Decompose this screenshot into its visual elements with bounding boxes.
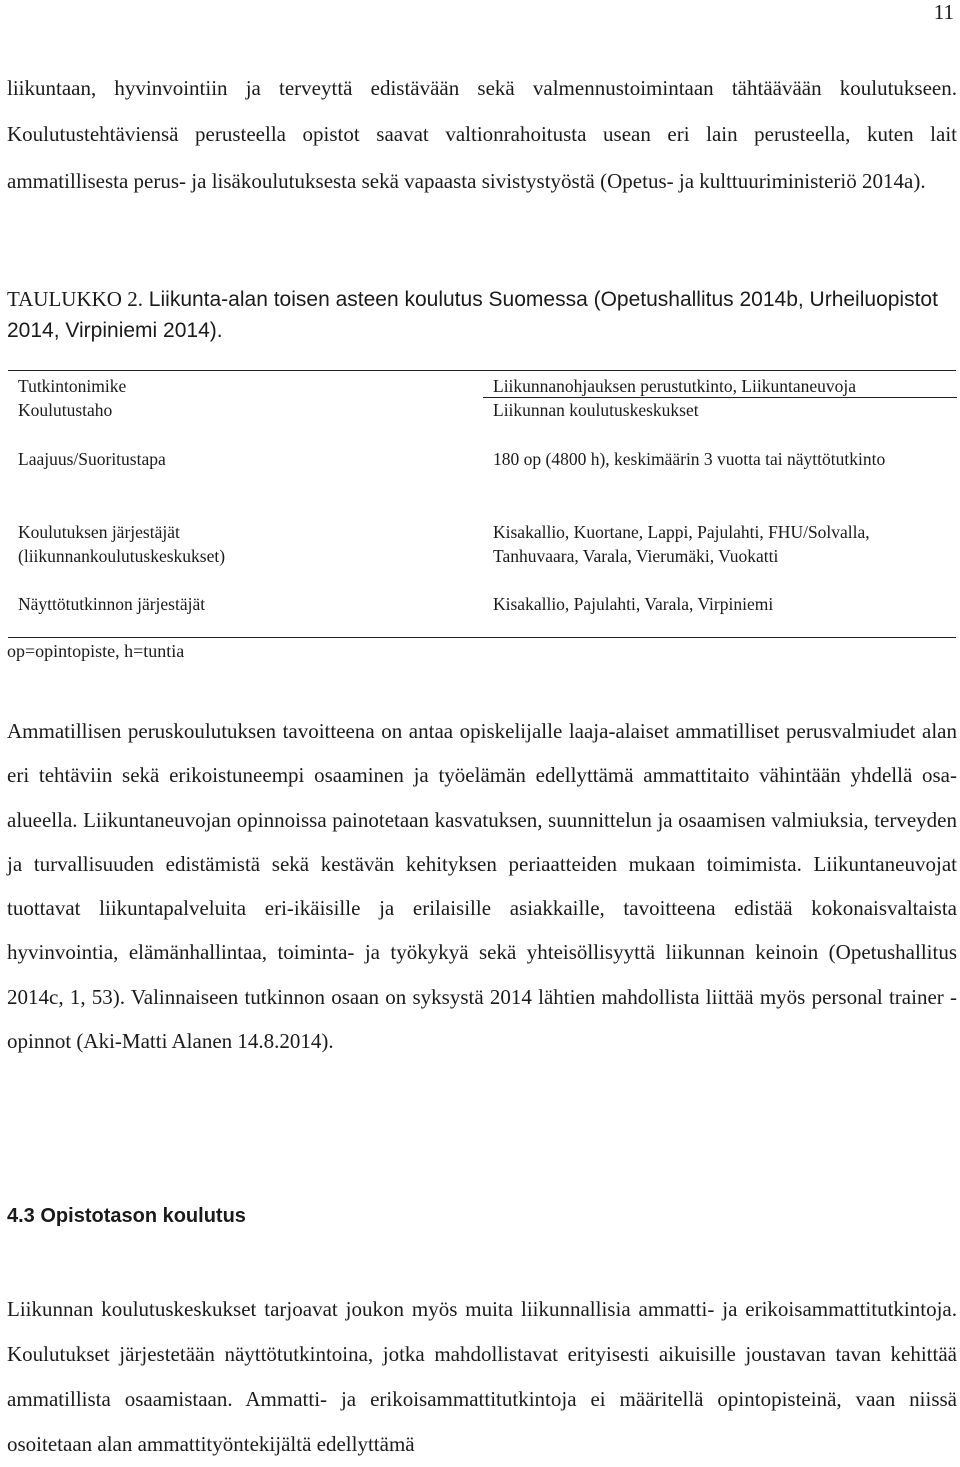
intro-paragraph: liikuntaan, hyvinvointiin ja terveyttä edistävään sekä valmennustoimintaan tähtäävään koulutukseen. Koulutustehtäviensä perusteella opistot saavat valtionrahoitusta usean eri lain perusteella, kuten lait ammatillisesta perus- ja lisäkoulutuksesta sekä vapaasta sivistystyöstä (Opetus- ja kulttuuriministeriö 2014a). (7, 76, 957, 193)
table-row-label: Laajuus/Suoritustapa (18, 449, 166, 469)
page-number: 11 (933, 0, 954, 24)
table-note: op=opintopiste, h=tuntia (7, 641, 185, 661)
table-row-label: Näyttötutkinnon järjestäjät (18, 594, 206, 614)
table-row-label: Tutkintonimike (18, 376, 127, 396)
table-caption (7, 284, 957, 346)
table-row-value: Kisakallio, Kuortane, Lappi, Pajulahti, FHU/Solvalla, Tanhuvaara, Varala, Vierumäki, Vuokatti (493, 522, 870, 566)
table-row-value: Liikunnan koulutuskeskukset (493, 400, 699, 420)
table-row-value: Liikunnanohjauksen perustutkinto, Liikuntaneuvoja (493, 376, 857, 396)
table-caption-label: TAULUKKO 2. (7, 287, 143, 311)
table-caption-text: Liikunta-alan toisen asteen koulutus Suomessa (Opetushallitus 2014b, Urheiluopistot 2014, Virpiniemi 2014). (7, 288, 938, 342)
table-bottom-rule (8, 637, 956, 638)
table-row-value: 180 op (4800 h), keskimäärin 3 vuotta tai näyttötutkinto (493, 449, 886, 469)
table-top-rule (8, 370, 956, 371)
table-row-label: Koulutuksen järjestäjät (liikunnankoulutuskeskukset) (18, 522, 226, 566)
body-paragraph: Ammatillisen peruskoulutuksen tavoitteena on antaa opiskelijalle laaja-alaiset ammatilliset perusvalmiudet alan eri tehtäviin sekä erikoistuneempi osaaminen ja työelämän edellyttämä ammattitaito vähintään yhdellä osa-alueella. Liikuntaneuvojan opinnoissa painotetaan kasvatuksen, suunnittelun ja osaamisen valmiuksia, terveyden ja turvallisuuden edistämistä sekä kestävän kehityksen periaatteiden mukaan toimimista. Liikuntaneuvojat tuottavat liikuntapalveluita eri-ikäisille ja erilaisille asiakkaille, tavoitteena edistää kokonaisvaltaista hyvinvointia, elämänhallintaa, toiminta- ja työkykyä sekä yhteisöllisyyttä liikunnan keinoin (Opetushallitus 2014c, 1, 53). Valinnaiseen tutkinnon osaan on syksystä 2014 lähtien mahdollista liittää myös personal trainer -opinnot (Aki-Matti Alanen 14.8.2014). (7, 719, 957, 1054)
section-heading: 4.3 Opistotason koulutus (7, 1205, 246, 1227)
table-row-label: Koulutustaho (18, 400, 113, 420)
section-paragraph: Liikunnan koulutuskeskukset tarjoavat joukon myös muita liikunnallisia ammatti- ja erikoisammattitutkintoja. Koulutukset järjestetään näyttötutkintoina, jotka mahdollistavat erityisesti aikuisille joustavan tavan kehittää ammatillista osaamistaan. Ammatti- ja erikoisammattitutkintoja ei määritellä opintopisteinä, vaan niissä osoitetaan alan ammattityöntekijältä edellyttämä (7, 1297, 957, 1456)
table-row-value: Kisakallio, Pajulahti, Varala, Virpiniemi (493, 594, 774, 614)
